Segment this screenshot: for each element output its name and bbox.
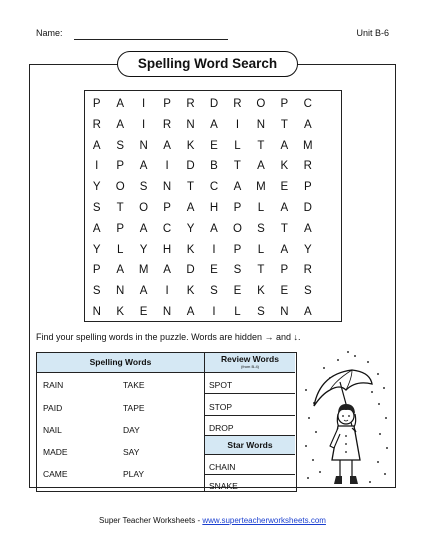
word-search-puzzle [84,90,342,322]
star-word: SNAKE [209,481,238,491]
spelling-words-header: Spelling Words [37,353,204,373]
letter-grid [85,94,343,323]
grid-letter: A [280,201,289,214]
review-words-subheader: (from B-4) [241,364,259,369]
umbrella-icon [314,370,372,406]
grid-letter: L [257,243,265,256]
grid-spacer [320,136,343,157]
grid-letter: K [186,139,195,152]
grid-letter: P [303,181,312,194]
grid-letter: K [280,160,289,173]
grid-letter: A [116,98,125,110]
grid-letter: E [210,139,218,152]
spelling-word: PAID [43,403,63,413]
spelling-word: SAY [123,447,140,457]
grid-letter: A [303,305,312,318]
grid-letter: S [116,139,125,152]
grid-spacer [320,302,343,323]
divider [205,415,295,416]
grid-letter: A [92,139,101,152]
grid-letter: P [163,201,171,214]
unit-label: Unit B-6 [356,28,389,38]
grid-letter: P [163,98,171,110]
star-word: CHAIN [209,462,236,472]
grid-letter: A [186,305,195,318]
grid-letter: A [116,118,125,131]
grid-letter: O [256,98,266,110]
grid-letter: A [92,222,101,235]
grid-letter: S [257,305,265,318]
grid-letter: A [139,285,148,298]
grid-letter: L [234,139,241,152]
spelling-word: NAIL [43,425,62,435]
grid-letter: A [210,118,218,131]
grid-letter: M [138,264,149,277]
grid-letter: L [234,305,241,318]
grid-spacer [320,156,343,177]
grid-letter: R [162,118,172,131]
grid-letter: D [303,201,312,214]
girl-umbrella-illustration [300,348,392,492]
grid-letter: D [209,98,219,110]
grid-letter: H [162,243,172,256]
grid-letter: L [257,201,265,214]
grid-letter: S [257,222,265,235]
grid-letter: I [142,98,146,110]
grid-letter: T [280,118,288,131]
grid-letter: O [139,201,149,214]
grid-letter: P [233,243,242,256]
grid-letter: N [280,305,289,318]
review-word: SPOT [209,380,233,390]
grid-letter: N [162,305,172,318]
grid-letter: N [116,285,125,298]
grid-letter: E [139,305,148,318]
grid-letter: Y [186,222,195,235]
grid-letter: K [186,285,195,298]
grid-letter: A [303,118,312,131]
grid-letter: P [92,264,101,277]
grid-letter: H [209,201,219,214]
worksheet-title: Spelling Word Search [117,51,298,77]
boot-icon [350,476,358,484]
grid-letter: K [116,305,125,318]
review-words-title: Review Words [221,354,279,364]
grid-letter: B [210,160,218,173]
grid-letter: A [257,160,265,173]
grid-letter: T [257,139,265,152]
grid-letter: R [92,118,101,131]
grid-letter: N [92,305,101,318]
grid-letter: N [186,118,195,131]
grid-letter: I [165,160,169,173]
grid-letter: S [303,285,312,298]
spelling-word: DAY [123,425,140,435]
grid-letter: Y [139,243,148,256]
grid-letter: P [280,264,289,277]
grid-letter: A [163,264,171,277]
grid-letter: R [303,160,312,173]
word-list-table [36,352,297,492]
grid-letter: K [257,285,265,298]
grid-spacer [320,198,343,219]
grid-spacer [320,260,343,281]
grid-letter: A [186,201,195,214]
grid-letter: A [116,264,125,277]
grid-letter: M [303,139,313,152]
footer-text: Super Teacher Worksheets - [99,516,203,525]
instructions: Find your spelling words in the puzzle. Words are hidden → and ↓. [36,332,301,342]
grid-letter: A [280,139,289,152]
grid-letter: C [209,181,219,194]
grid-letter: M [256,181,266,194]
grid-letter: E [280,181,289,194]
grid-letter: I [142,118,146,131]
grid-letter: N [162,181,172,194]
grid-letter: D [186,264,195,277]
grid-letter: P [280,98,289,110]
spelling-word: MADE [43,447,68,457]
grid-spacer [320,240,343,261]
grid-letter: I [212,243,216,256]
grid-letter: C [303,98,312,110]
review-words-header [205,353,295,373]
grid-letter: P [92,98,101,110]
grid-letter: I [165,285,169,298]
grid-letter: S [92,201,101,214]
grid-letter: Y [303,243,312,256]
star-words-header: Star Words [205,435,295,455]
name-label: Name: [36,28,63,38]
grid-letter: R [233,98,242,110]
grid-letter: T [116,201,124,214]
spelling-word: TAKE [123,380,145,390]
grid-letter: E [210,264,218,277]
grid-letter: I [212,305,216,318]
grid-letter: R [303,264,312,277]
grid-letter: E [233,285,242,298]
review-word: STOP [209,402,232,412]
grid-letter: P [233,201,242,214]
grid-letter: A [139,160,148,173]
footer-link[interactable]: www.superteacherworksheets.com [202,516,326,525]
grid-letter: N [139,139,148,152]
grid-letter: S [139,181,148,194]
grid-spacer [320,115,343,136]
grid-letter: A [233,181,242,194]
grid-letter: I [235,118,240,131]
grid-letter: O [232,222,242,235]
grid-letter: A [139,222,148,235]
grid-letter: L [116,243,124,256]
grid-letter: S [210,285,218,298]
spelling-word: RAIN [43,380,64,390]
grid-letter: O [115,181,125,194]
review-star-column [205,353,295,491]
grid-letter: A [210,222,218,235]
grid-letter: T [257,264,265,277]
spelling-word: CAME [43,469,68,479]
boot-icon [334,476,342,484]
name-line[interactable] [74,39,228,40]
grid-letter: T [233,160,241,173]
grid-spacer [320,219,343,240]
grid-letter: I [95,160,99,173]
grid-spacer [320,177,343,198]
spelling-word: PLAY [123,469,145,479]
grid-letter: N [256,118,266,131]
spelling-words-column [37,353,205,491]
grid-letter: D [186,160,195,173]
grid-letter: T [187,181,195,194]
footer [0,516,425,525]
grid-letter: K [186,243,195,256]
grid-letter: S [233,264,242,277]
divider [205,393,295,394]
grid-letter: C [162,222,172,235]
spelling-word: TAPE [123,403,145,413]
divider [205,474,295,475]
grid-spacer [320,94,343,115]
grid-letter: S [92,285,101,298]
grid-letter: E [280,285,289,298]
grid-letter: A [280,243,289,256]
grid-letter: P [116,222,125,235]
grid-letter: T [280,222,288,235]
grid-spacer [320,281,343,302]
grid-letter: A [303,222,312,235]
grid-letter: Y [92,181,101,194]
grid-letter: A [163,139,171,152]
review-word: DROP [209,423,234,433]
worksheet-header [36,28,389,44]
grid-letter: P [116,160,125,173]
grid-letter: Y [92,243,101,256]
grid-letter: R [186,98,195,110]
